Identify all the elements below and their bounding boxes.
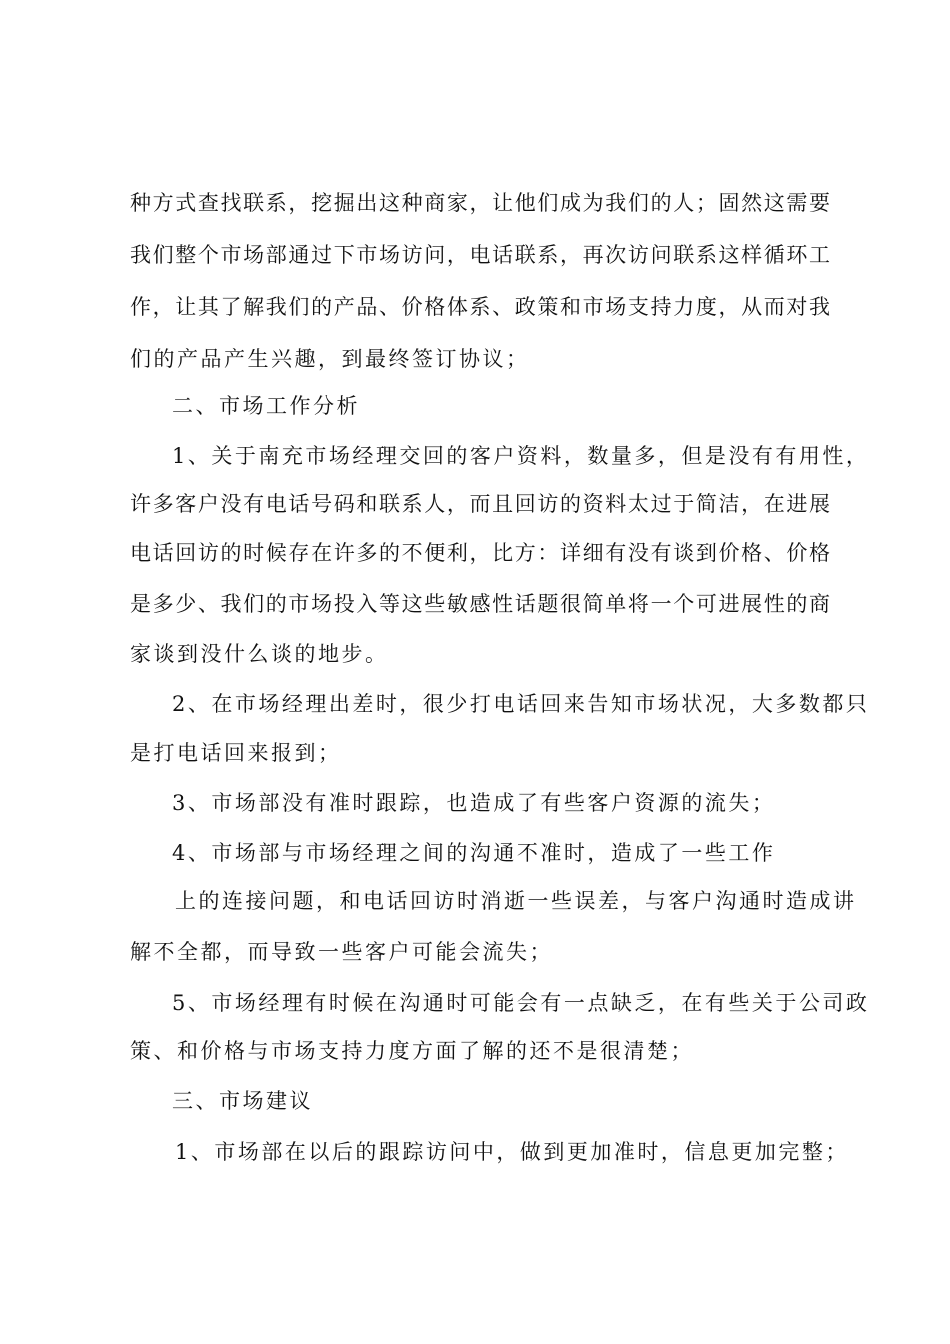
text-line: 解不全都，而导致一些客户可能会流失；: [130, 940, 553, 964]
text-line: 2、在市场经理出差时，很少打电话回来告知市场状况，大多数都只: [172, 692, 870, 716]
text-line: 4、市场部与市场经理之间的沟通不准时，造成了一些工作: [172, 841, 776, 865]
text-line: 是打电话回来报到；: [130, 741, 342, 765]
text-line: 是多少、我们的市场投入等这些敏感性话题很简单将一个可进展性的商: [130, 592, 830, 616]
text-line: 5、市场经理有时候在沟通时可能会有一点缺乏，在有些关于公司政: [172, 991, 870, 1015]
text-line: 电话回访的时候存在许多的不便利，比方：详细有没有谈到价格、价格: [130, 541, 830, 565]
section-heading: 二、市场工作分析: [172, 394, 360, 418]
text-line: 策、和价格与市场支持力度方面了解的还不是很清楚；: [130, 1039, 694, 1063]
text-line: 种方式查找联系，挖掘出这种商家，让他们成为我们的人；固然这需要: [130, 191, 830, 215]
text-line: 家谈到没什么谈的地步。: [130, 642, 389, 666]
text-line: 1、市场部在以后的跟踪访问中，做到更加准时，信息更加完整；: [175, 1140, 849, 1164]
text-line: 3、市场部没有准时跟踪，也造成了有些客户资源的流失；: [172, 791, 776, 815]
text-line: 许多客户没有电话号码和联系人，而且回访的资料太过于简洁，在进展: [130, 492, 830, 516]
text-line: 1、关于南充市场经理交回的客户资料，数量多，但是没有有用性，: [172, 444, 870, 468]
text-line: 上的连接问题，和电话回访时消逝一些误差，与客户沟通时造成讲: [175, 889, 857, 913]
text-line: 作，让其了解我们的产品、价格体系、政策和市场支持力度，从而对我: [130, 295, 830, 319]
section-heading: 三、市场建议: [172, 1089, 313, 1113]
text-line: 们的产品产生兴趣，到最终签订协议；: [130, 347, 530, 371]
text-line: 我们整个市场部通过下市场访问，电话联系，再次访问联系这样循环工: [130, 243, 830, 267]
